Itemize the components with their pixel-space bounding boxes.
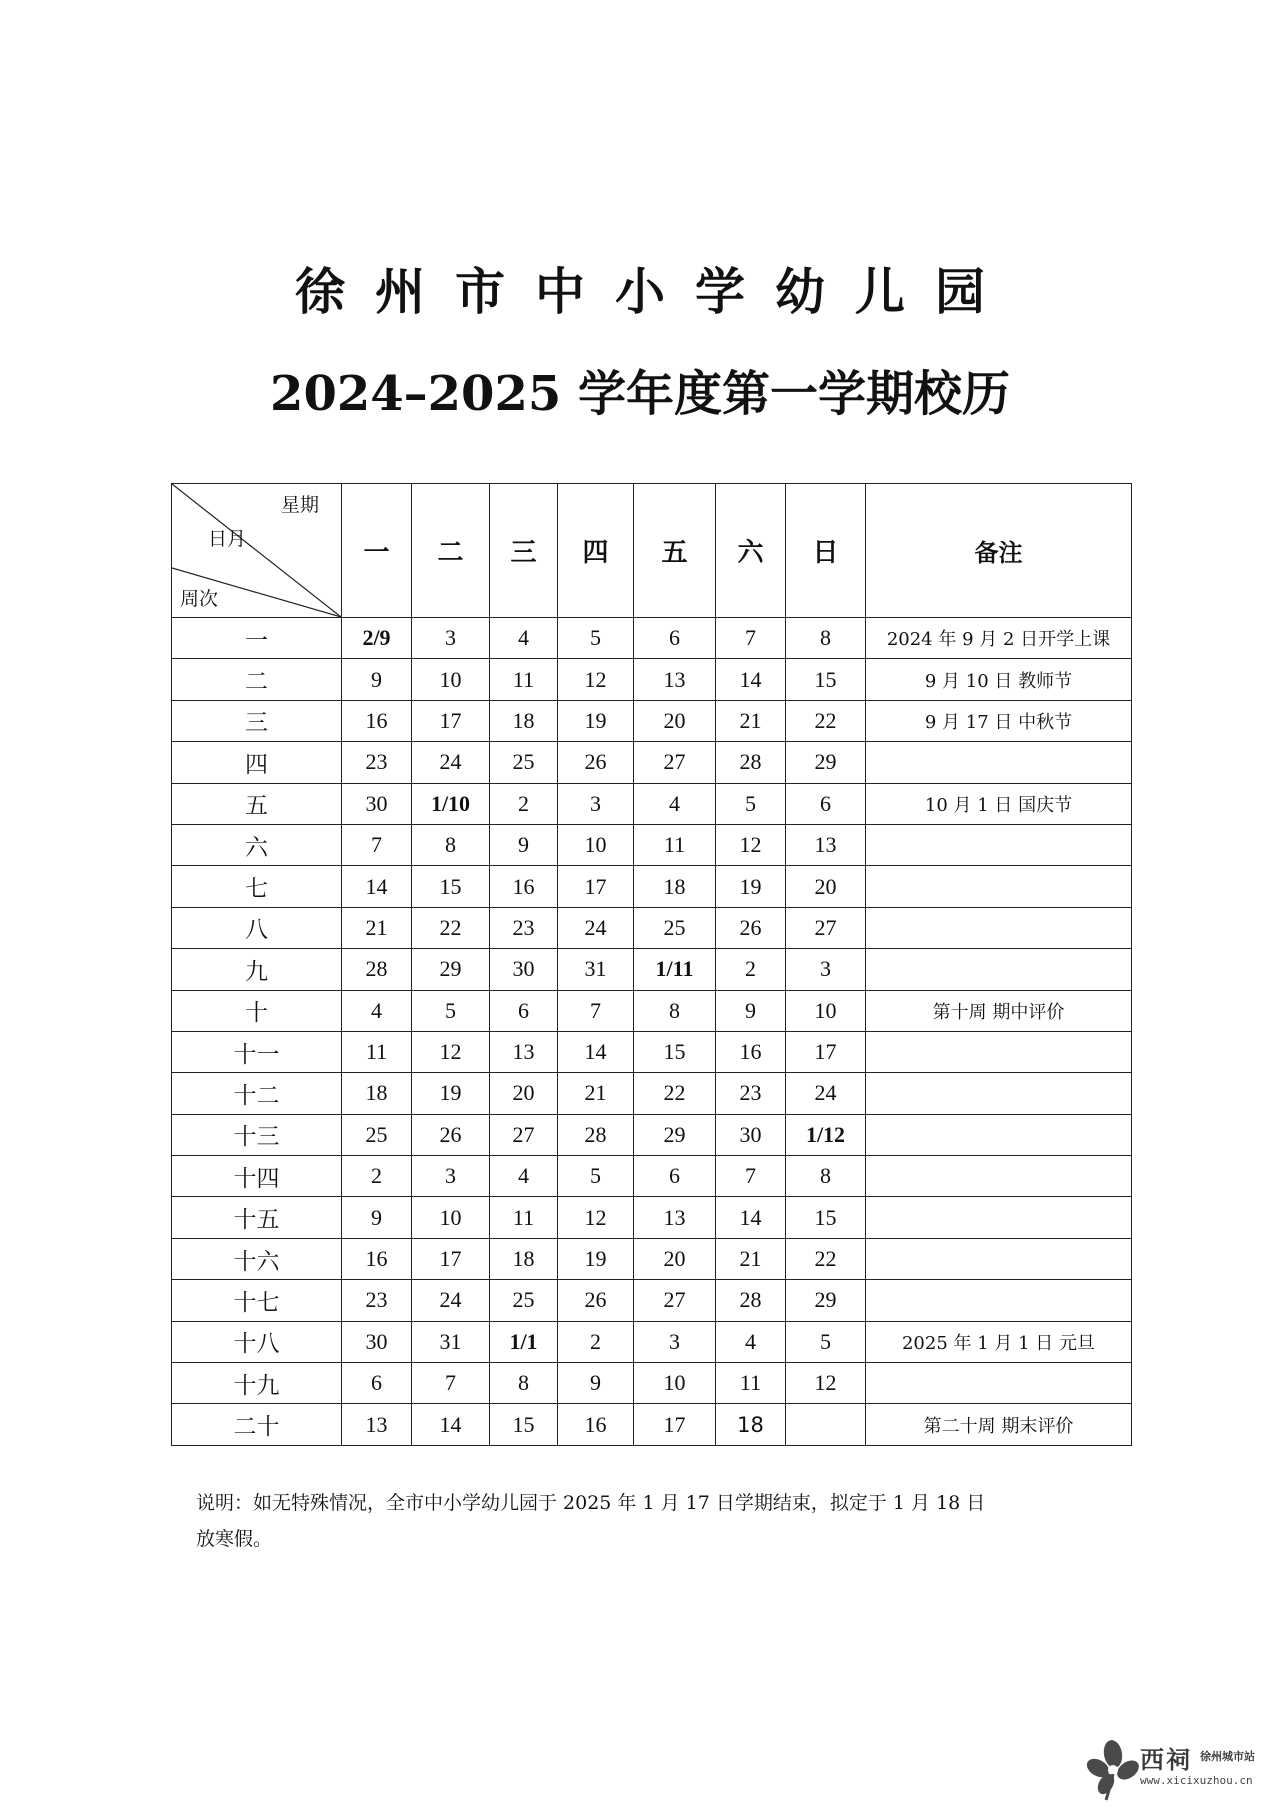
remark-cell [866,1197,1132,1238]
day-cell: 16 [342,700,412,741]
footnote-line-2: 放寒假。 [196,1528,273,1550]
remark-cell: 9 月 10 日 教师节 [866,659,1132,700]
day-cell: 10 [412,659,490,700]
remark-cell [866,1156,1132,1197]
footnote-line-1: 说明：如无特殊情况，全市中小学幼儿园于 2025 年 1 月 17 日学期结束，拟定于 1 月 18 日 [196,1492,986,1514]
day-cell: 28 [716,1280,786,1321]
day-cell: 6 [490,990,558,1031]
week-number-cell: 十六 [172,1238,342,1279]
day-cell: 6 [342,1363,412,1404]
day-cell: 15 [634,1031,716,1072]
day-cell: 19 [558,1238,634,1279]
day-cell: 27 [786,907,866,948]
day-cell: 18 [634,866,716,907]
week-number-cell: 六 [172,824,342,865]
table-row [172,700,1132,741]
day-cell: 20 [786,866,866,907]
day-cell: 25 [342,1114,412,1155]
day-cell: 17 [412,700,490,741]
day-cell: 24 [412,1280,490,1321]
day-cell: 6 [786,783,866,824]
table-row [172,659,1132,700]
day-cell: 27 [634,742,716,783]
table-row [172,1404,1132,1445]
day-cell: 26 [558,1280,634,1321]
day-cell: 23 [342,742,412,783]
day-cell: 26 [558,742,634,783]
day-cell: 10 [412,1197,490,1238]
table-row [172,866,1132,907]
corner-date-label: 日月 [208,528,247,550]
header-monday: 一 [342,484,412,618]
remark-cell: 2024 年 9 月 2 日开学上课 [866,618,1132,659]
day-cell: 18 [490,700,558,741]
day-cell: 29 [634,1114,716,1155]
day-cell: 15 [490,1404,558,1445]
remark-cell [866,1073,1132,1114]
remark-cell [866,949,1132,990]
header-friday: 五 [634,484,716,618]
day-cell: 20 [490,1073,558,1114]
header-saturday: 六 [716,484,786,618]
table-row [172,1238,1132,1279]
day-cell: 31 [558,949,634,990]
day-cell: 5 [786,1321,866,1362]
remark-cell [866,1280,1132,1321]
footnote [196,1485,1096,1557]
day-cell: 5 [716,783,786,824]
day-cell: 24 [786,1073,866,1114]
watermark-url: www.xicixuzhou.cn [1140,1774,1253,1787]
day-cell: 19 [558,700,634,741]
week-number-cell: 三 [172,700,342,741]
day-cell: 5 [558,618,634,659]
day-cell: 18 [342,1073,412,1114]
day-cell: 26 [412,1114,490,1155]
remark-cell [866,742,1132,783]
day-cell: 17 [786,1031,866,1072]
flower-logo-icon [1076,1730,1150,1804]
remark-cell [866,1031,1132,1072]
remark-cell [866,1238,1132,1279]
day-cell: 9 [558,1363,634,1404]
day-cell: 22 [786,1238,866,1279]
day-cell: 30 [342,1321,412,1362]
remark-cell [866,907,1132,948]
table-row [172,1031,1132,1072]
table-row [172,783,1132,824]
day-cell: 7 [716,1156,786,1197]
remark-cell: 9 月 17 日 中秋节 [866,700,1132,741]
day-cell: 29 [412,949,490,990]
table-row [172,1156,1132,1197]
day-cell: 21 [558,1073,634,1114]
day-cell: 3 [412,1156,490,1197]
day-cell: 10 [558,824,634,865]
day-cell: 9 [716,990,786,1031]
day-cell: 3 [634,1321,716,1362]
day-cell: 9 [342,659,412,700]
day-cell: 28 [342,949,412,990]
week-number-cell: 十九 [172,1363,342,1404]
day-cell: 21 [716,1238,786,1279]
table-row [172,990,1132,1031]
remark-cell: 第十周 期中评价 [866,990,1132,1031]
day-cell: 29 [786,742,866,783]
table-row [172,907,1132,948]
table-row [172,1321,1132,1362]
watermark [1076,1730,1276,1805]
day-cell: 12 [786,1363,866,1404]
page-subtitle: 2024–2025 学年度第一学期校历 [270,366,1010,422]
day-cell: 16 [490,866,558,907]
day-cell: 16 [558,1404,634,1445]
day-cell: 12 [716,824,786,865]
day-cell: 4 [716,1321,786,1362]
page-title: 徐州市中小学幼儿园 [295,262,1015,321]
day-cell: 17 [634,1404,716,1445]
table-row [172,1114,1132,1155]
day-cell: 8 [634,990,716,1031]
corner-week-number-label: 周次 [180,588,219,610]
remark-cell: 第二十周 期末评价 [866,1404,1132,1445]
day-cell: 18 [716,1404,786,1445]
day-cell: 11 [342,1031,412,1072]
week-number-cell: 二十 [172,1404,342,1445]
corner-weekday-label: 星期 [280,494,319,516]
week-number-cell: 十七 [172,1280,342,1321]
day-cell: 23 [342,1280,412,1321]
day-cell: 7 [716,618,786,659]
table-row [172,1197,1132,1238]
header-remarks: 备注 [866,484,1132,618]
day-cell: 12 [558,1197,634,1238]
day-cell: 11 [716,1363,786,1404]
day-cell: 19 [716,866,786,907]
day-cell: 22 [786,700,866,741]
day-cell: 11 [634,824,716,865]
day-cell: 17 [412,1238,490,1279]
day-cell: 4 [342,990,412,1031]
week-number-cell: 四 [172,742,342,783]
day-cell: 9 [490,824,558,865]
day-cell: 2 [716,949,786,990]
day-cell: 25 [490,1280,558,1321]
day-cell: 28 [558,1114,634,1155]
remark-cell: 10 月 1 日 国庆节 [866,783,1132,824]
week-number-cell: 十二 [172,1073,342,1114]
day-cell: 14 [716,1197,786,1238]
day-cell: 26 [716,907,786,948]
day-cell: 16 [716,1031,786,1072]
day-cell: 25 [490,742,558,783]
day-cell: 3 [558,783,634,824]
day-cell: 8 [490,1363,558,1404]
watermark-city: 徐州城市站 [1200,1750,1255,1763]
week-number-cell: 十五 [172,1197,342,1238]
week-number-cell: 十三 [172,1114,342,1155]
day-cell: 23 [490,907,558,948]
school-calendar-table [171,483,1132,1446]
table-row [172,1363,1132,1404]
day-cell: 1/10 [412,783,490,824]
day-cell: 6 [634,1156,716,1197]
day-cell: 1/12 [786,1114,866,1155]
table-header-row [172,484,1132,618]
day-cell: 19 [412,1073,490,1114]
header-sunday: 日 [786,484,866,618]
remark-cell [866,866,1132,907]
day-cell: 16 [342,1238,412,1279]
day-cell: 11 [490,1197,558,1238]
day-cell: 13 [634,1197,716,1238]
day-cell: 21 [716,700,786,741]
week-number-cell: 二 [172,659,342,700]
day-cell: 13 [634,659,716,700]
table-row [172,1073,1132,1114]
day-cell: 8 [786,618,866,659]
header-wednesday: 三 [490,484,558,618]
remark-cell [866,824,1132,865]
day-cell: 6 [634,618,716,659]
day-cell: 5 [412,990,490,1031]
day-cell: 10 [634,1363,716,1404]
day-cell: 4 [490,1156,558,1197]
day-cell: 14 [342,866,412,907]
day-cell: 23 [716,1073,786,1114]
day-cell: 5 [558,1156,634,1197]
day-cell: 20 [634,1238,716,1279]
week-number-cell: 五 [172,783,342,824]
day-cell: 4 [634,783,716,824]
day-cell: 15 [786,1197,866,1238]
day-cell: 7 [342,824,412,865]
day-cell: 13 [490,1031,558,1072]
day-cell: 22 [634,1073,716,1114]
day-cell: 20 [634,700,716,741]
day-cell: 12 [412,1031,490,1072]
day-cell: 1/11 [634,949,716,990]
day-cell: 22 [412,907,490,948]
day-cell: 14 [412,1404,490,1445]
day-cell: 25 [634,907,716,948]
day-cell: 13 [786,824,866,865]
day-cell: 30 [342,783,412,824]
day-cell: 24 [558,907,634,948]
day-cell: 2 [342,1156,412,1197]
day-cell: 10 [786,990,866,1031]
corner-header-cell [172,484,342,618]
day-cell: 2/9 [342,618,412,659]
table-row [172,824,1132,865]
table-row [172,618,1132,659]
day-cell: 17 [558,866,634,907]
week-number-cell: 十 [172,990,342,1031]
week-number-cell: 十八 [172,1321,342,1362]
day-cell: 14 [558,1031,634,1072]
day-cell: 13 [342,1404,412,1445]
day-cell: 30 [716,1114,786,1155]
day-cell: 31 [412,1321,490,1362]
day-cell: 12 [558,659,634,700]
header-thursday: 四 [558,484,634,618]
day-cell: 28 [716,742,786,783]
remark-cell [866,1363,1132,1404]
table-row [172,949,1132,990]
day-cell: 15 [412,866,490,907]
week-number-cell: 十一 [172,1031,342,1072]
week-number-cell: 七 [172,866,342,907]
day-cell: 4 [490,618,558,659]
watermark-brand: 西祠 [1140,1746,1192,1774]
day-cell: 30 [490,949,558,990]
day-cell: 18 [490,1238,558,1279]
day-cell: 2 [558,1321,634,1362]
day-cell: 27 [490,1114,558,1155]
day-cell: 8 [786,1156,866,1197]
day-cell: 14 [716,659,786,700]
day-cell: 29 [786,1280,866,1321]
day-cell: 1/1 [490,1321,558,1362]
day-cell: 21 [342,907,412,948]
day-cell: 27 [634,1280,716,1321]
table-row [172,1280,1132,1321]
table-row [172,742,1132,783]
remark-cell: 2025 年 1 月 1 日 元旦 [866,1321,1132,1362]
day-cell: 7 [412,1363,490,1404]
day-cell: 2 [490,783,558,824]
day-cell: 3 [786,949,866,990]
day-cell: 9 [342,1197,412,1238]
week-number-cell: 十四 [172,1156,342,1197]
remark-cell [866,1114,1132,1155]
day-cell: 8 [412,824,490,865]
day-cell: 11 [490,659,558,700]
day-cell: 24 [412,742,490,783]
week-number-cell: 一 [172,618,342,659]
day-cell [786,1404,866,1445]
week-number-cell: 八 [172,907,342,948]
day-cell: 15 [786,659,866,700]
week-number-cell: 九 [172,949,342,990]
day-cell: 7 [558,990,634,1031]
header-tuesday: 二 [412,484,490,618]
day-cell: 3 [412,618,490,659]
